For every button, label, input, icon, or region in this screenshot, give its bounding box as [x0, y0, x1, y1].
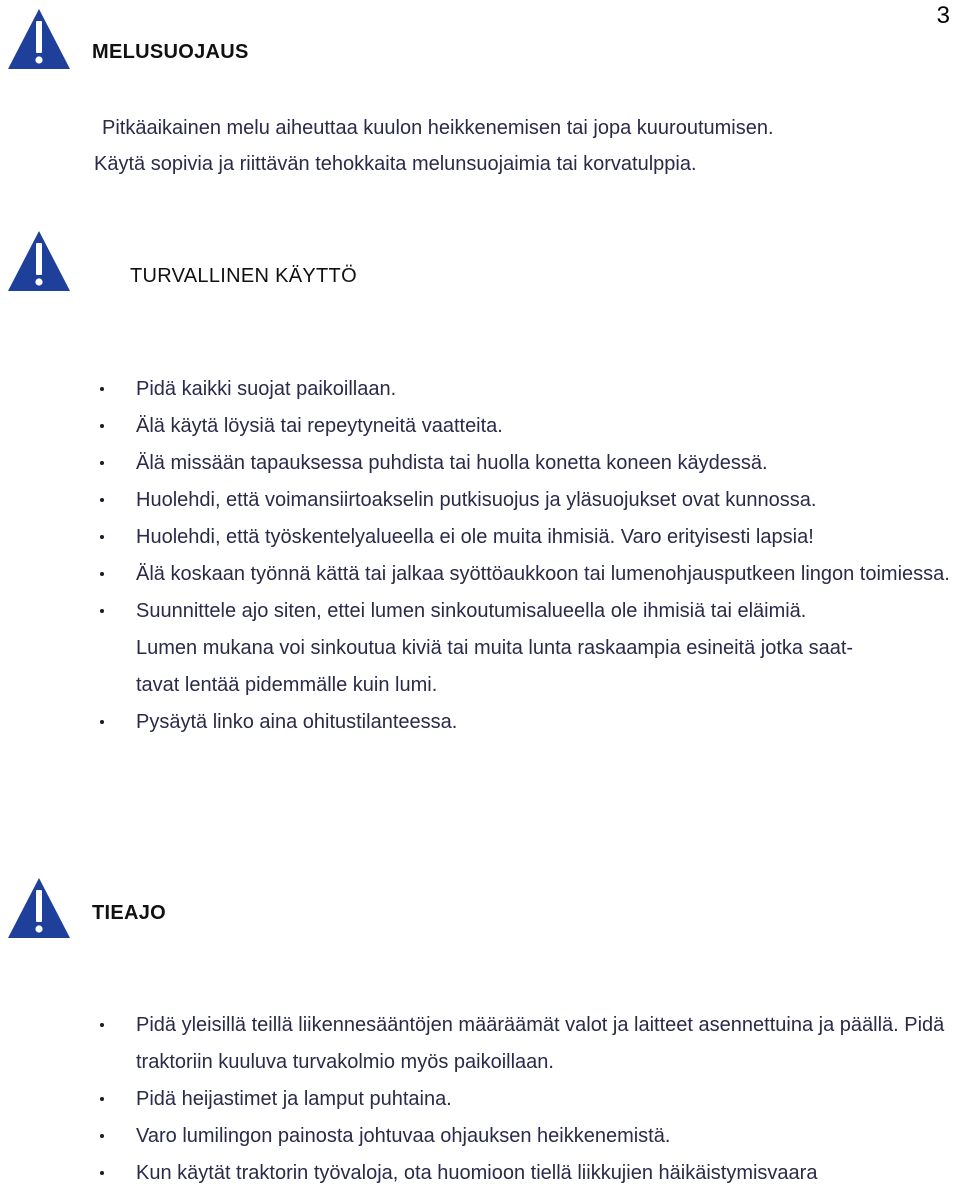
road-driving-list	[94, 1007, 954, 1192]
list-item: Pidä kaikki suojat paikoillaan.	[94, 371, 954, 408]
list-item: Älä missään tapauksessa puhdista tai huolla konetta koneen käydessä.	[94, 445, 954, 482]
continuation-line: Lumen mukana voi sinkoutua kiviä tai muita lunta raskaampia esineitä jotka saat-	[136, 637, 854, 659]
list-item: Huolehdi, että voimansiirtoakselin putkisuojus ja yläsuojukset ovat kunnossa.	[94, 482, 954, 519]
list-item: Pidä heijastimet ja lamput puhtaina.	[94, 1081, 954, 1118]
list-item: Älä koskaan työnnä kättä tai jalkaa syöttöaukkoon tai lumenohjausputkeen lingon toimiessa.	[94, 556, 954, 593]
section-heading-turvallinen-kaytto: TURVALLINEN KÄYTTÖ	[130, 265, 357, 287]
paragraph-line: Käytä sopivia ja riittävän tehokkaita melunsuojaimia tai korvatulppia.	[94, 153, 697, 175]
list-item: Varo lumilingon painosta johtuvaa ohjauksen heikkenemistä.	[94, 1118, 954, 1155]
continuation-line: tavat lentää pidemmälle kuin lumi.	[136, 674, 438, 696]
section-heading-tieajo: TIEAJO	[92, 902, 167, 924]
page-number: 3	[936, 2, 950, 29]
warning-triangle-icon	[6, 7, 72, 71]
warning-triangle-icon	[6, 876, 72, 940]
list-item: Suunnittele ajo siten, ettei lumen sinkoutumisalueella ole ihmisiä tai eläimiä. Lumen mukana voi sinkoutua kiviä tai muita lunta raskaampia esineitä jotka saat- tavat lentää pidemmälle kuin lumi.	[94, 593, 954, 704]
list-item: Pidä yleisillä teillä liikennesääntöjen määräämät valot ja laitteet asennettuina ja päällä. Pidä traktoriin kuuluva turvakolmio myös paikoillaan.	[94, 1007, 954, 1081]
section-heading-melusuojaus: MELUSUOJAUS	[92, 41, 249, 63]
list-item: Huolehdi, että työskentelyalueella ei ole muita ihmisiä. Varo erityisesti lapsia!	[94, 519, 954, 556]
paragraph-line: Pitkäaikainen melu aiheuttaa kuulon heikkenemisen tai jopa kuuroutumisen.	[102, 117, 774, 139]
safety-list	[94, 371, 954, 741]
list-item: Älä käytä löysiä tai repeytyneitä vaatteita.	[94, 408, 954, 445]
list-item: Kun käytät traktorin työvaloja, ota huomioon tiellä liikkujien häikäistymisvaara	[94, 1155, 954, 1192]
list-item: Pysäytä linko aina ohitustilanteessa.	[94, 704, 954, 741]
warning-triangle-icon	[6, 229, 72, 293]
